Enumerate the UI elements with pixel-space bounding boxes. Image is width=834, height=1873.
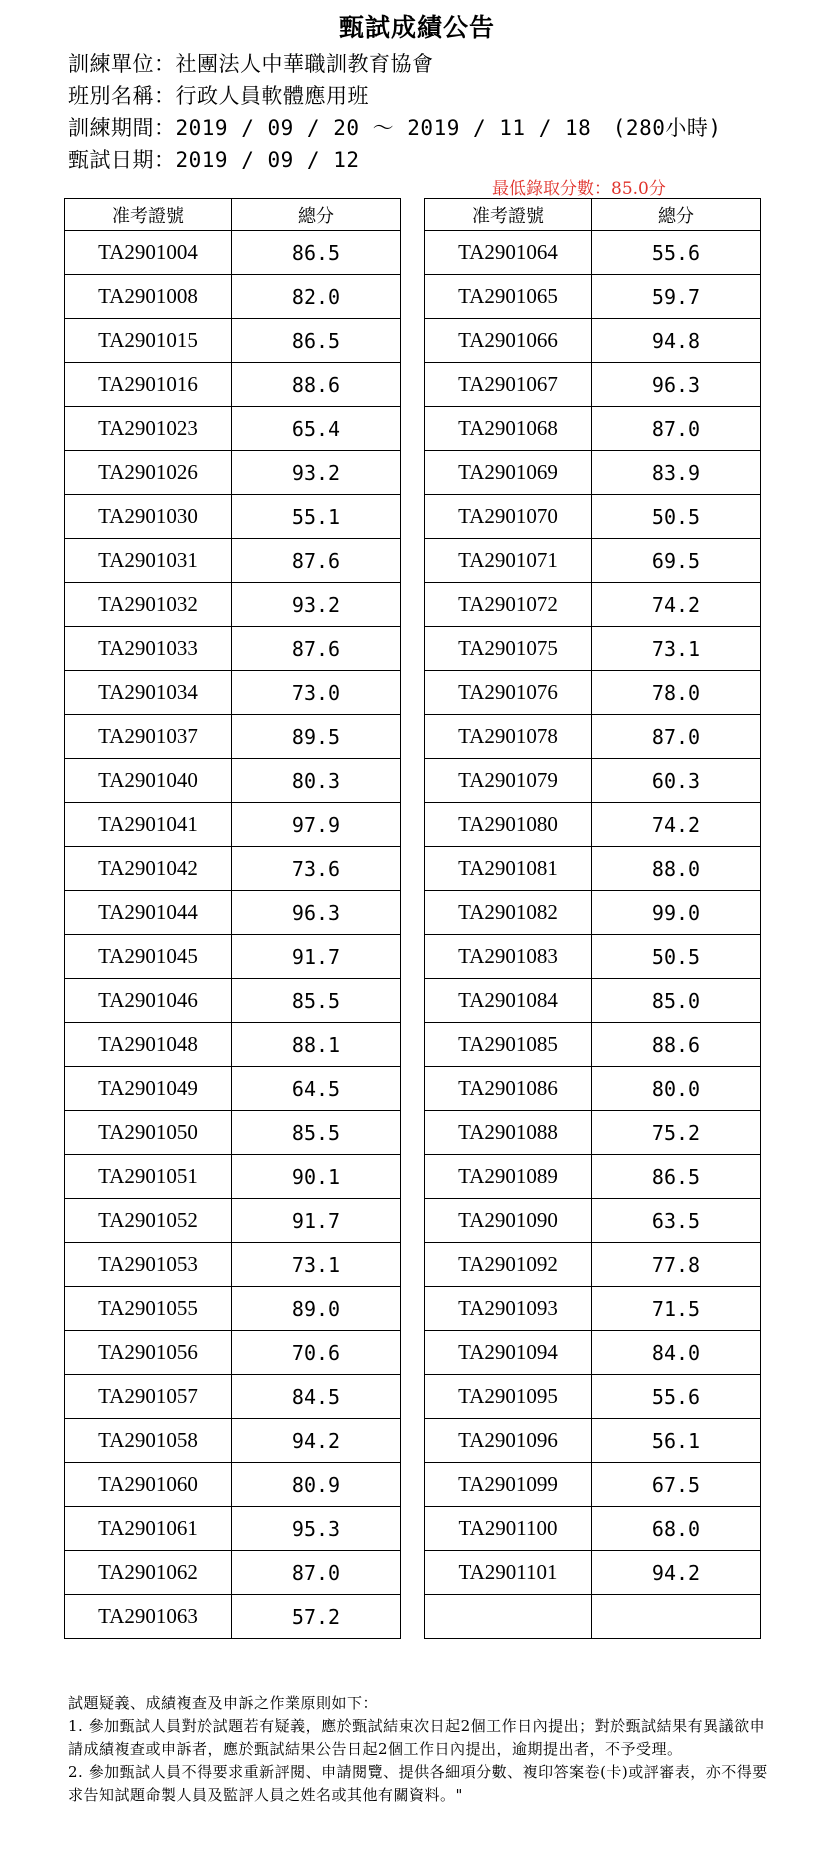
table-row bbox=[425, 1023, 761, 1067]
table-row bbox=[425, 1463, 761, 1507]
notes-section bbox=[68, 1692, 768, 1807]
total-score-cell: 69.5 bbox=[592, 539, 761, 583]
total-score-cell: 50.5 bbox=[592, 495, 761, 539]
exam-id-cell: TA2901030 bbox=[65, 495, 232, 539]
total-score-cell: 74.2 bbox=[592, 803, 761, 847]
training-period-label: 訓練期間： bbox=[68, 116, 176, 140]
total-score-cell: 87.6 bbox=[232, 539, 401, 583]
total-score-cell: 88.0 bbox=[592, 847, 761, 891]
exam-id-cell: TA2901058 bbox=[65, 1419, 232, 1463]
total-score-cell: 97.9 bbox=[232, 803, 401, 847]
page-title: 甄試成績公告 bbox=[338, 13, 495, 42]
table-row bbox=[425, 1243, 761, 1287]
total-score-cell: 63.5 bbox=[592, 1199, 761, 1243]
exam-id-cell: TA2901079 bbox=[425, 759, 592, 803]
total-score-cell: 86.5 bbox=[232, 319, 401, 363]
exam-id-cell: TA2901095 bbox=[425, 1375, 592, 1419]
exam-id-cell: TA2901055 bbox=[65, 1287, 232, 1331]
minimum-admission-score: 最低錄取分數：85.0分 bbox=[492, 179, 666, 199]
table-row bbox=[65, 847, 401, 891]
exam-id-cell: TA2901052 bbox=[65, 1199, 232, 1243]
exam-id-cell: TA2901034 bbox=[65, 671, 232, 715]
score-table-right bbox=[424, 198, 761, 1639]
total-score-cell: 65.4 bbox=[232, 407, 401, 451]
exam-id-cell: TA2901086 bbox=[425, 1067, 592, 1111]
table-row bbox=[65, 803, 401, 847]
total-score-cell: 96.3 bbox=[592, 363, 761, 407]
exam-id-cell: TA2901085 bbox=[425, 1023, 592, 1067]
exam-id-cell: TA2901088 bbox=[425, 1111, 592, 1155]
exam-date-line bbox=[68, 144, 360, 174]
table-row bbox=[425, 451, 761, 495]
exam-id-cell: TA2901016 bbox=[65, 363, 232, 407]
class-name-line bbox=[68, 80, 369, 110]
total-score-cell: 90.1 bbox=[232, 1155, 401, 1199]
table-row bbox=[65, 671, 401, 715]
table-row bbox=[425, 1111, 761, 1155]
total-score-cell: 73.0 bbox=[232, 671, 401, 715]
total-score-cell: 89.0 bbox=[232, 1287, 401, 1331]
exam-id-cell: TA2901023 bbox=[65, 407, 232, 451]
exam-id-cell: TA2901072 bbox=[425, 583, 592, 627]
table-row bbox=[425, 671, 761, 715]
training-period-value: 2019 / 09 / 20 ～ 2019 / 11 / 18 (280小時) bbox=[175, 116, 722, 140]
exam-id-cell: TA2901015 bbox=[65, 319, 232, 363]
table-row bbox=[425, 319, 761, 363]
total-score-cell: 86.5 bbox=[592, 1155, 761, 1199]
exam-id-cell: TA2901008 bbox=[65, 275, 232, 319]
exam-id-cell: TA2901069 bbox=[425, 451, 592, 495]
header-total-score: 總分 bbox=[232, 199, 401, 231]
exam-id-cell: TA2901076 bbox=[425, 671, 592, 715]
total-score-cell: 83.9 bbox=[592, 451, 761, 495]
table-row bbox=[425, 1375, 761, 1419]
total-score-cell: 94.2 bbox=[232, 1419, 401, 1463]
table-row bbox=[425, 275, 761, 319]
exam-id-cell: TA2901053 bbox=[65, 1243, 232, 1287]
header-exam-id: 准考證號 bbox=[65, 199, 232, 231]
table-row bbox=[65, 715, 401, 759]
table-row bbox=[425, 539, 761, 583]
exam-id-cell: TA2901040 bbox=[65, 759, 232, 803]
table-row bbox=[65, 1199, 401, 1243]
exam-id-cell: TA2901051 bbox=[65, 1155, 232, 1199]
table-row bbox=[425, 1067, 761, 1111]
training-unit-value: 社團法人中華職訓教育協會 bbox=[175, 52, 434, 76]
table-row bbox=[425, 363, 761, 407]
total-score-cell: 85.5 bbox=[232, 979, 401, 1023]
exam-id-cell: TA2901084 bbox=[425, 979, 592, 1023]
exam-id-cell: TA2901089 bbox=[425, 1155, 592, 1199]
exam-id-cell: TA2901032 bbox=[65, 583, 232, 627]
exam-id-cell: TA2901082 bbox=[425, 891, 592, 935]
table-row bbox=[425, 1595, 761, 1639]
exam-id-cell: TA2901045 bbox=[65, 935, 232, 979]
total-score-cell: 80.9 bbox=[232, 1463, 401, 1507]
table-row bbox=[65, 1551, 401, 1595]
total-score-cell: 88.6 bbox=[592, 1023, 761, 1067]
total-score-cell: 75.2 bbox=[592, 1111, 761, 1155]
total-score-cell: 71.5 bbox=[592, 1287, 761, 1331]
exam-id-cell: TA2901090 bbox=[425, 1199, 592, 1243]
notes-item-2: 2. 參加甄試人員不得要求重新評閱、申請閱覽、提供各細項分數、複印答案卷(卡)或評審表，亦不得要求告知試題命製人員及監評人員之姓名或其他有關資料。" bbox=[68, 1763, 768, 1804]
table-row bbox=[425, 627, 761, 671]
total-score-cell: 94.2 bbox=[592, 1551, 761, 1595]
exam-id-cell: TA2901064 bbox=[425, 231, 592, 275]
header-exam-id: 准考證號 bbox=[425, 199, 592, 231]
table-row bbox=[425, 407, 761, 451]
total-score-cell: 88.6 bbox=[232, 363, 401, 407]
exam-id-cell: TA2901026 bbox=[65, 451, 232, 495]
table-row bbox=[65, 363, 401, 407]
exam-id-cell: TA2901061 bbox=[65, 1507, 232, 1551]
table-row bbox=[65, 1023, 401, 1067]
total-score-cell: 91.7 bbox=[232, 935, 401, 979]
table-row bbox=[425, 935, 761, 979]
exam-id-cell: TA2901071 bbox=[425, 539, 592, 583]
exam-id-cell: TA2901100 bbox=[425, 1507, 592, 1551]
table-row bbox=[65, 891, 401, 935]
total-score-cell: 89.5 bbox=[232, 715, 401, 759]
table-row bbox=[65, 583, 401, 627]
total-score-cell: 70.6 bbox=[232, 1331, 401, 1375]
training-unit-label: 訓練單位： bbox=[68, 52, 176, 76]
table-row bbox=[425, 1507, 761, 1551]
total-score-cell: 73.6 bbox=[232, 847, 401, 891]
table-row bbox=[425, 1287, 761, 1331]
total-score-cell: 84.5 bbox=[232, 1375, 401, 1419]
total-score-cell: 85.0 bbox=[592, 979, 761, 1023]
exam-id-cell: TA2901066 bbox=[425, 319, 592, 363]
table-row bbox=[65, 1155, 401, 1199]
table-row bbox=[425, 1551, 761, 1595]
exam-id-cell: TA2901083 bbox=[425, 935, 592, 979]
exam-id-cell: TA2901063 bbox=[65, 1595, 232, 1639]
table-row bbox=[65, 1463, 401, 1507]
table-row bbox=[65, 759, 401, 803]
total-score-cell: 50.5 bbox=[592, 935, 761, 979]
total-score-cell: 87.6 bbox=[232, 627, 401, 671]
exam-id-cell: TA2901060 bbox=[65, 1463, 232, 1507]
exam-id-cell: TA2901044 bbox=[65, 891, 232, 935]
exam-id-cell: TA2901056 bbox=[65, 1331, 232, 1375]
exam-id-cell: TA2901067 bbox=[425, 363, 592, 407]
exam-id-cell bbox=[425, 1595, 592, 1639]
table-row bbox=[425, 891, 761, 935]
table-row bbox=[65, 1287, 401, 1331]
exam-id-cell: TA2901081 bbox=[425, 847, 592, 891]
total-score-cell bbox=[592, 1595, 761, 1639]
exam-id-cell: TA2901004 bbox=[65, 231, 232, 275]
total-score-cell: 80.0 bbox=[592, 1067, 761, 1111]
table-row bbox=[65, 627, 401, 671]
total-score-cell: 74.2 bbox=[592, 583, 761, 627]
table-row bbox=[65, 1331, 401, 1375]
total-score-cell: 94.8 bbox=[592, 319, 761, 363]
total-score-cell: 67.5 bbox=[592, 1463, 761, 1507]
table-row bbox=[425, 583, 761, 627]
notes-heading: 試題疑義、成績複查及申訴之作業原則如下： bbox=[68, 1694, 379, 1712]
total-score-cell: 60.3 bbox=[592, 759, 761, 803]
exam-id-cell: TA2901093 bbox=[425, 1287, 592, 1331]
total-score-cell: 84.0 bbox=[592, 1331, 761, 1375]
table-row bbox=[65, 1375, 401, 1419]
table-row bbox=[425, 715, 761, 759]
notes-item-1: 1. 參加甄試人員對於試題若有疑義，應於甄試結束次日起2個工作日內提出；對於甄試結果有異議欲申請成績複查或申訴者，應於甄試結果公告日起2個工作日內提出，逾期提出者，不予受理。 bbox=[68, 1717, 766, 1758]
table-row bbox=[425, 1199, 761, 1243]
training-period-line bbox=[68, 112, 722, 142]
table-row bbox=[425, 979, 761, 1023]
exam-id-cell: TA2901046 bbox=[65, 979, 232, 1023]
class-name-label: 班別名稱： bbox=[68, 84, 176, 108]
total-score-cell: 85.5 bbox=[232, 1111, 401, 1155]
table-row bbox=[65, 1111, 401, 1155]
exam-id-cell: TA2901041 bbox=[65, 803, 232, 847]
table-row bbox=[425, 1331, 761, 1375]
exam-id-cell: TA2901065 bbox=[425, 275, 592, 319]
table-row bbox=[65, 319, 401, 363]
total-score-cell: 55.6 bbox=[592, 231, 761, 275]
table-row bbox=[65, 451, 401, 495]
exam-id-cell: TA2901049 bbox=[65, 1067, 232, 1111]
exam-id-cell: TA2901042 bbox=[65, 847, 232, 891]
table-row bbox=[65, 275, 401, 319]
exam-id-cell: TA2901070 bbox=[425, 495, 592, 539]
exam-id-cell: TA2901033 bbox=[65, 627, 232, 671]
total-score-cell: 68.0 bbox=[592, 1507, 761, 1551]
table-row bbox=[65, 1243, 401, 1287]
total-score-cell: 93.2 bbox=[232, 583, 401, 627]
exam-id-cell: TA2901048 bbox=[65, 1023, 232, 1067]
total-score-cell: 82.0 bbox=[232, 275, 401, 319]
score-table-left bbox=[64, 198, 401, 1639]
total-score-cell: 77.8 bbox=[592, 1243, 761, 1287]
exam-date-label: 甄試日期： bbox=[68, 148, 176, 172]
table-row bbox=[425, 759, 761, 803]
table-row bbox=[65, 407, 401, 451]
header-total-score: 總分 bbox=[592, 199, 761, 231]
exam-id-cell: TA2901099 bbox=[425, 1463, 592, 1507]
total-score-cell: 73.1 bbox=[232, 1243, 401, 1287]
total-score-cell: 88.1 bbox=[232, 1023, 401, 1067]
table-row bbox=[425, 1155, 761, 1199]
table-row bbox=[425, 231, 761, 275]
table-row bbox=[65, 1419, 401, 1463]
exam-id-cell: TA2901075 bbox=[425, 627, 592, 671]
table-row bbox=[65, 1595, 401, 1639]
total-score-cell: 55.6 bbox=[592, 1375, 761, 1419]
exam-id-cell: TA2901068 bbox=[425, 407, 592, 451]
table-row bbox=[425, 1419, 761, 1463]
exam-id-cell: TA2901062 bbox=[65, 1551, 232, 1595]
exam-id-cell: TA2901092 bbox=[425, 1243, 592, 1287]
exam-date-value: 2019 / 09 / 12 bbox=[175, 148, 360, 172]
total-score-cell: 99.0 bbox=[592, 891, 761, 935]
training-unit-line bbox=[68, 48, 434, 78]
table-row bbox=[65, 1067, 401, 1111]
table-header-row bbox=[425, 199, 761, 231]
total-score-cell: 59.7 bbox=[592, 275, 761, 319]
total-score-cell: 91.7 bbox=[232, 1199, 401, 1243]
total-score-cell: 95.3 bbox=[232, 1507, 401, 1551]
total-score-cell: 87.0 bbox=[592, 407, 761, 451]
total-score-cell: 56.1 bbox=[592, 1419, 761, 1463]
total-score-cell: 86.5 bbox=[232, 231, 401, 275]
total-score-cell: 78.0 bbox=[592, 671, 761, 715]
table-header-row bbox=[65, 199, 401, 231]
exam-id-cell: TA2901096 bbox=[425, 1419, 592, 1463]
total-score-cell: 55.1 bbox=[232, 495, 401, 539]
table-row bbox=[65, 539, 401, 583]
total-score-cell: 96.3 bbox=[232, 891, 401, 935]
exam-id-cell: TA2901037 bbox=[65, 715, 232, 759]
class-name-value: 行政人員軟體應用班 bbox=[175, 84, 369, 108]
table-row bbox=[65, 935, 401, 979]
table-row bbox=[425, 803, 761, 847]
total-score-cell: 87.0 bbox=[232, 1551, 401, 1595]
total-score-cell: 87.0 bbox=[592, 715, 761, 759]
table-row bbox=[65, 979, 401, 1023]
table-row bbox=[425, 847, 761, 891]
table-row bbox=[65, 495, 401, 539]
total-score-cell: 73.1 bbox=[592, 627, 761, 671]
exam-id-cell: TA2901031 bbox=[65, 539, 232, 583]
exam-id-cell: TA2901050 bbox=[65, 1111, 232, 1155]
exam-id-cell: TA2901080 bbox=[425, 803, 592, 847]
exam-id-cell: TA2901057 bbox=[65, 1375, 232, 1419]
total-score-cell: 93.2 bbox=[232, 451, 401, 495]
total-score-cell: 57.2 bbox=[232, 1595, 401, 1639]
exam-id-cell: TA2901101 bbox=[425, 1551, 592, 1595]
table-row bbox=[65, 231, 401, 275]
table-row bbox=[65, 1507, 401, 1551]
table-row bbox=[425, 495, 761, 539]
exam-id-cell: TA2901078 bbox=[425, 715, 592, 759]
exam-id-cell: TA2901094 bbox=[425, 1331, 592, 1375]
total-score-cell: 64.5 bbox=[232, 1067, 401, 1111]
total-score-cell: 80.3 bbox=[232, 759, 401, 803]
